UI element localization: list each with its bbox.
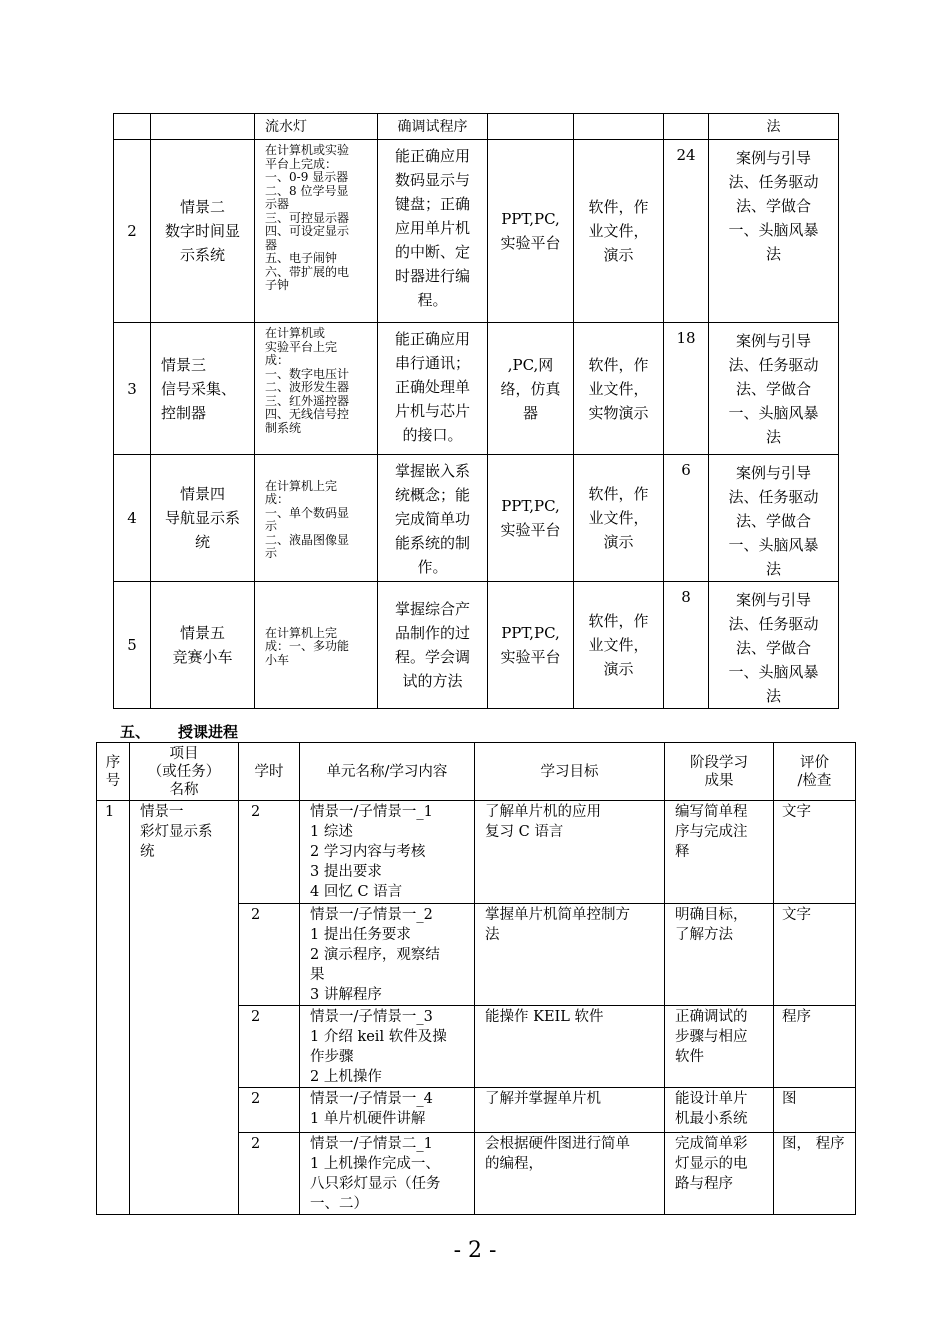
text-line: 2 演示程序，观察结 <box>310 947 440 963</box>
text-line: 了解方法 <box>675 927 733 943</box>
text-line: 在计算机或 <box>265 326 326 340</box>
text-line: 软件，作 <box>588 198 649 216</box>
text-line: ,PC,网 <box>507 355 554 374</box>
unit-content <box>300 1133 475 1215</box>
text-line: 一、头脑风暴 <box>728 404 819 422</box>
text-line: 能设计单片 <box>675 1091 748 1107</box>
output-form <box>574 323 664 455</box>
text-line: 法、任务驱动 <box>728 488 819 506</box>
output-form <box>574 140 664 323</box>
text-line: 八只彩灯显示（任务 <box>310 1176 441 1192</box>
hours: 6 <box>664 455 709 582</box>
text-line: 完成简单彩 <box>675 1136 748 1152</box>
teaching-method <box>709 140 839 323</box>
text-line: 1 综述 <box>310 824 353 840</box>
text-line: 序与完成注 <box>675 824 748 840</box>
text-line: 的接口。 <box>402 426 463 444</box>
hours: 2 <box>239 1088 300 1133</box>
text-line: 在计算机或实验 <box>265 143 350 157</box>
row-number: 2 <box>114 140 151 323</box>
text-line: 1 上机操作完成一、 <box>310 1156 440 1172</box>
curriculum-table <box>113 113 839 709</box>
text-line: 了解并掌握单片机 <box>485 1091 601 1107</box>
text-line: 程。 <box>417 291 448 309</box>
hours: 2 <box>239 904 300 1006</box>
text-line: 3 提出要求 <box>310 864 382 880</box>
hours: 2 <box>239 1133 300 1215</box>
text-line: 3 讲解程序 <box>310 987 382 1003</box>
text-line: 情景五 <box>179 624 225 642</box>
text-line: 步骤与相应 <box>675 1029 748 1045</box>
scenario-name <box>151 455 255 582</box>
text-line: 实验平台上完 <box>265 339 338 354</box>
output-form <box>574 582 664 709</box>
text-line: 演示 <box>603 246 634 264</box>
table-row <box>97 801 856 904</box>
text-line: 应用单片机 <box>394 219 470 237</box>
text-line: 软件，作 <box>588 485 649 503</box>
text-line: 掌握嵌入系 <box>394 462 470 480</box>
text-line: 控制器 <box>161 403 207 422</box>
text-line: 情景三 <box>161 355 207 374</box>
text-line: 法、学做合 <box>735 639 811 657</box>
header-eval <box>774 743 856 801</box>
table-cell <box>114 114 151 140</box>
text-line: 法、任务驱动 <box>728 173 819 191</box>
text-line: 业文件， <box>588 379 649 398</box>
text-line: 器 <box>265 237 278 252</box>
text-line: （或任务） <box>147 763 221 780</box>
scenario-content <box>255 140 378 323</box>
text-line: 四、可设定显示 <box>265 224 350 238</box>
text-line: 4 回忆 C 语言 <box>310 884 403 900</box>
text-line: 统概念；能 <box>394 486 470 504</box>
text-line: 数码显示与 <box>394 171 470 189</box>
text-line: 成： <box>265 353 290 367</box>
table-cell <box>664 114 709 140</box>
text-line: 实验平台 <box>500 234 561 252</box>
teaching-method <box>709 582 839 709</box>
table-cell <box>151 114 255 140</box>
text-line: 一、单个数码显 <box>265 505 350 520</box>
text-line: 掌握综合产 <box>394 600 470 618</box>
text-line: 在计算机上完 <box>265 625 338 640</box>
text-line: 情景四 <box>179 485 225 503</box>
text-line: 情景二 <box>179 198 225 216</box>
text-line: 程。学会调 <box>394 648 470 666</box>
text-line: 序 <box>105 754 121 771</box>
text-line: 四、无线信号控 <box>265 407 350 421</box>
header-project <box>130 743 239 801</box>
hours: 2 <box>239 801 300 904</box>
text-line: 果 <box>310 967 325 983</box>
row-number: 5 <box>114 582 151 709</box>
text-line: 法、学做合 <box>735 197 811 215</box>
learning-goal <box>475 904 665 1006</box>
header-unit: 单元名称/学习内容 <box>300 743 475 801</box>
text-line: PPT,PC, <box>501 497 560 515</box>
text-line: 软件，作 <box>588 355 649 374</box>
learning-goal <box>378 140 488 323</box>
text-line: 业文件， <box>588 222 649 240</box>
text-line: 演示 <box>603 660 634 678</box>
section-heading <box>120 721 238 742</box>
text-line: 一、头脑风暴 <box>728 221 819 239</box>
text-line: 法 <box>765 560 781 578</box>
text-line: 数字时间显 <box>164 222 240 240</box>
text-line: 1 提出任务要求 <box>310 927 411 943</box>
row-number: 4 <box>114 455 151 582</box>
text-line: 三、红外遥控器 <box>265 393 350 408</box>
hours: 18 <box>664 323 709 455</box>
text-line: 编写简单程 <box>675 804 748 820</box>
table-row <box>114 323 839 455</box>
text-line: 业文件， <box>588 509 649 527</box>
text-line: 法、学做合 <box>735 512 811 530</box>
text-line: 信号采集、 <box>161 379 237 398</box>
text-line: /检查 <box>797 772 832 789</box>
hours: 2 <box>239 1006 300 1088</box>
text-line: 六、带扩展的电 <box>265 264 350 279</box>
text-line: 键盘；正确 <box>394 195 470 213</box>
stage-result <box>665 1133 774 1215</box>
evaluation: 文字 <box>774 904 856 1006</box>
text-line: 正确调试的 <box>675 1009 748 1025</box>
evaluation: 图， 程序 <box>774 1133 856 1215</box>
text-line: 演示 <box>603 533 634 551</box>
text-line: 情景一/子情景一_3 <box>310 1009 433 1025</box>
text-line: 软件，作 <box>588 612 649 630</box>
text-line: 平台上完成： <box>265 156 338 171</box>
text-line: 成： <box>265 492 290 506</box>
header-goal: 学习目标 <box>475 743 665 801</box>
table-cell <box>488 114 574 140</box>
text-line: 业文件， <box>588 636 649 654</box>
text-line: 在计算机上完 <box>265 478 338 493</box>
section-title: 授课进程 <box>178 723 239 741</box>
unit-content <box>300 904 475 1006</box>
learning-goal <box>475 1006 665 1088</box>
learning-goal <box>378 455 488 582</box>
text-line: 作。 <box>417 558 448 576</box>
text-line: 能系统的制 <box>394 534 470 552</box>
text-line: 案例与引导 <box>735 149 811 167</box>
teaching-method <box>709 323 839 455</box>
text-line: 案例与引导 <box>735 464 811 482</box>
table-cell-goal: 确调试程序 <box>378 114 488 140</box>
text-line: 一、头脑风暴 <box>728 663 819 681</box>
text-line: 品制作的过 <box>394 624 470 642</box>
text-line: 号 <box>105 772 121 789</box>
table-cell-content: 流水灯 <box>255 114 378 140</box>
unit-content <box>300 1006 475 1088</box>
text-line: 器 <box>522 403 538 422</box>
text-line: 成果 <box>704 772 734 789</box>
text-line: 的编程， <box>485 1156 543 1172</box>
text-line: 示 <box>265 519 278 533</box>
text-line: 法 <box>485 927 500 943</box>
equipment <box>488 455 574 582</box>
text-line: 阶段学习 <box>690 754 748 771</box>
teaching-method <box>709 455 839 582</box>
text-line: 络，仿真 <box>500 379 561 398</box>
text-line: 1 介绍 keil 软件及操 <box>310 1029 447 1045</box>
text-line: 机最小系统 <box>675 1111 748 1127</box>
text-line: 实验平台 <box>500 648 561 666</box>
text-line: 串行通讯； <box>394 354 470 372</box>
header-result <box>665 743 774 801</box>
text-line: 软件 <box>675 1049 704 1065</box>
scenario-content <box>255 582 378 709</box>
text-line: 案例与引导 <box>735 332 811 350</box>
text-line: 一、数字电压计 <box>265 366 350 381</box>
text-line: 情景一/子情景二_1 <box>310 1136 433 1152</box>
text-line: 掌握单片机简单控制方 <box>485 907 630 923</box>
text-line: 灯显示的电 <box>675 1156 748 1172</box>
text-line: 能正确应用 <box>394 147 470 165</box>
table-row <box>114 455 839 582</box>
page-number: - 2 - <box>453 1238 497 1263</box>
text-line: 试的方法 <box>402 672 463 690</box>
text-line: 示器 <box>265 197 290 211</box>
table-row <box>114 140 839 323</box>
text-line: 二、液晶图像显 <box>265 532 350 547</box>
unit-content <box>300 801 475 904</box>
table-cell-method: 法 <box>709 114 839 140</box>
text-line: 法 <box>765 245 781 263</box>
text-line: 评价 <box>800 754 829 771</box>
evaluation: 程序 <box>774 1006 856 1088</box>
text-line: 能操作 KEIL 软件 <box>485 1009 604 1025</box>
text-line: PPT,PC, <box>501 210 560 228</box>
stage-result <box>665 801 774 904</box>
text-line: 法 <box>765 428 781 446</box>
project-number: 1 <box>97 801 130 1215</box>
text-line: 小车 <box>265 652 290 667</box>
header-no <box>97 743 130 801</box>
text-line: 项目 <box>169 745 199 762</box>
stage-result <box>665 1006 774 1088</box>
text-line: 明确目标， <box>675 907 748 923</box>
text-line: 情景一/子情景一_1 <box>310 804 433 820</box>
hours: 24 <box>664 140 709 323</box>
table-row <box>114 582 839 709</box>
scenario-name <box>151 323 255 455</box>
text-line: 三、可控显示器 <box>265 210 350 225</box>
text-line: 情景一/子情景一_4 <box>310 1091 433 1107</box>
scenario-content <box>255 323 378 455</box>
stage-result <box>665 904 774 1006</box>
output-form <box>574 455 664 582</box>
text-line: 示 <box>265 546 278 560</box>
scenario-content <box>255 455 378 582</box>
text-line: 会根据硬件图进行简单 <box>485 1136 630 1152</box>
header-hours: 学时 <box>239 743 300 801</box>
text-line: 成：一、多功能 <box>265 639 350 654</box>
section-number: 五、 <box>120 723 151 741</box>
evaluation: 文字 <box>774 801 856 904</box>
text-line: 法、任务驱动 <box>728 356 819 374</box>
learning-goal <box>378 323 488 455</box>
text-line: 了解单片机的应用 <box>485 804 601 820</box>
text-line: 法、任务驱动 <box>728 615 819 633</box>
text-line: 片机与芯片 <box>394 402 470 420</box>
text-line: 一、二） <box>310 1196 368 1212</box>
learning-goal <box>475 801 665 904</box>
learning-goal <box>475 1133 665 1215</box>
table-row <box>114 114 839 140</box>
text-line: 能正确应用 <box>394 330 470 348</box>
text-line: 二、8 位学号显 <box>265 183 349 198</box>
table-header-row <box>97 743 856 801</box>
schedule-table <box>96 742 856 1215</box>
row-number: 3 <box>114 323 151 455</box>
text-line: 法 <box>765 687 781 705</box>
equipment <box>488 140 574 323</box>
equipment <box>488 323 574 455</box>
text-line: 一、0-9 显示器 <box>265 170 349 184</box>
text-line: 时器进行编 <box>394 267 470 285</box>
text-line: 彩灯显示系 <box>140 824 213 840</box>
equipment <box>488 582 574 709</box>
project-name <box>130 801 239 1215</box>
text-line: PPT,PC, <box>501 624 560 642</box>
text-line: 路与程序 <box>675 1176 733 1192</box>
text-line: 法、学做合 <box>735 380 811 398</box>
text-line: 情景一 <box>140 804 184 820</box>
scenario-name <box>151 582 255 709</box>
text-line: 释 <box>675 844 690 860</box>
text-line: 复习 C 语言 <box>485 824 564 840</box>
text-line: 实物演示 <box>588 403 649 422</box>
text-line: 二、波形发生器 <box>265 380 350 394</box>
text-line: 示系统 <box>179 246 225 264</box>
text-line: 导航显示系 <box>164 509 240 527</box>
text-line: 一、头脑风暴 <box>728 536 819 554</box>
stage-result <box>665 1088 774 1133</box>
text-line: 2 学习内容与考核 <box>310 844 426 860</box>
unit-content <box>300 1088 475 1133</box>
text-line: 实验平台 <box>500 521 561 539</box>
hours: 8 <box>664 582 709 709</box>
learning-goal <box>475 1088 665 1133</box>
table-cell <box>574 114 664 140</box>
evaluation: 图 <box>774 1088 856 1133</box>
text-line: 竞赛小车 <box>172 648 233 666</box>
text-line: 情景一/子情景一_2 <box>310 907 433 923</box>
text-line: 的中断、定 <box>394 243 470 261</box>
text-line: 名称 <box>169 781 199 798</box>
text-line: 作步骤 <box>310 1049 354 1065</box>
text-line: 五、电子闹钟 <box>265 251 338 265</box>
text-line: 统 <box>140 844 155 860</box>
text-line: 完成简单功 <box>394 510 470 528</box>
text-line: 统 <box>194 533 210 551</box>
text-line: 子钟 <box>265 278 290 292</box>
scenario-name <box>151 140 255 323</box>
text-line: 1 单片机硬件讲解 <box>310 1111 426 1127</box>
text-line: 制系统 <box>265 420 302 435</box>
text-line: 2 上机操作 <box>310 1069 382 1085</box>
text-line: 案例与引导 <box>735 591 811 609</box>
text-line: 正确处理单 <box>394 378 470 396</box>
learning-goal <box>378 582 488 709</box>
